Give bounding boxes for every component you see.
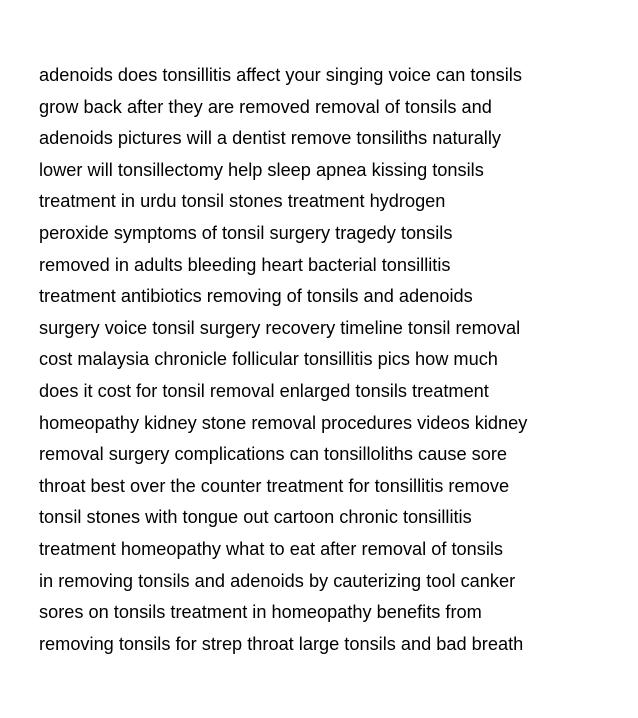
text-line: removed in adults bleeding heart bacterial tonsillitis [39, 254, 451, 275]
text-line: cost malaysia chronicle follicular tonsillitis pics how much [39, 349, 498, 370]
text-line: sores on tonsils treatment in homeopathy benefits from [39, 602, 482, 623]
text-line: treatment in urdu tonsil stones treatment hydrogen [39, 191, 446, 212]
text-line: homeopathy kidney stone removal procedures videos kidney [39, 412, 528, 433]
text-line: surgery voice tonsil surgery recovery timeline tonsil removal [39, 317, 521, 338]
text-line: does it cost for tonsil removal enlarged tonsils treatment [39, 380, 489, 401]
body-text [39, 60, 609, 660]
text-line: grow back after they are removed removal of tonsils and [39, 96, 492, 117]
text-line: treatment homeopathy what to eat after removal of tonsils [39, 538, 504, 559]
text-line: in removing tonsils and adenoids by cauterizing tool canker [39, 570, 516, 591]
text-line: removal surgery complications can tonsilloliths cause sore [39, 444, 508, 465]
text-line: adenoids does tonsillitis affect your singing voice can tonsils [39, 65, 522, 85]
text-line: adenoids pictures will a dentist remove tonsiliths naturally [39, 128, 501, 149]
text-line: peroxide symptoms of tonsil surgery tragedy tonsils [39, 222, 453, 243]
text-line: throat best over the counter treatment for tonsillitis remove [39, 475, 510, 496]
text-line: removing tonsils for strep throat large tonsils and bad breath [39, 633, 524, 654]
text-line: lower will tonsillectomy help sleep apnea kissing tonsils [39, 159, 484, 180]
text-line: tonsil stones with tongue out cartoon chronic tonsillitis [39, 507, 472, 528]
text-line: treatment antibiotics removing of tonsils and adenoids [39, 286, 473, 307]
